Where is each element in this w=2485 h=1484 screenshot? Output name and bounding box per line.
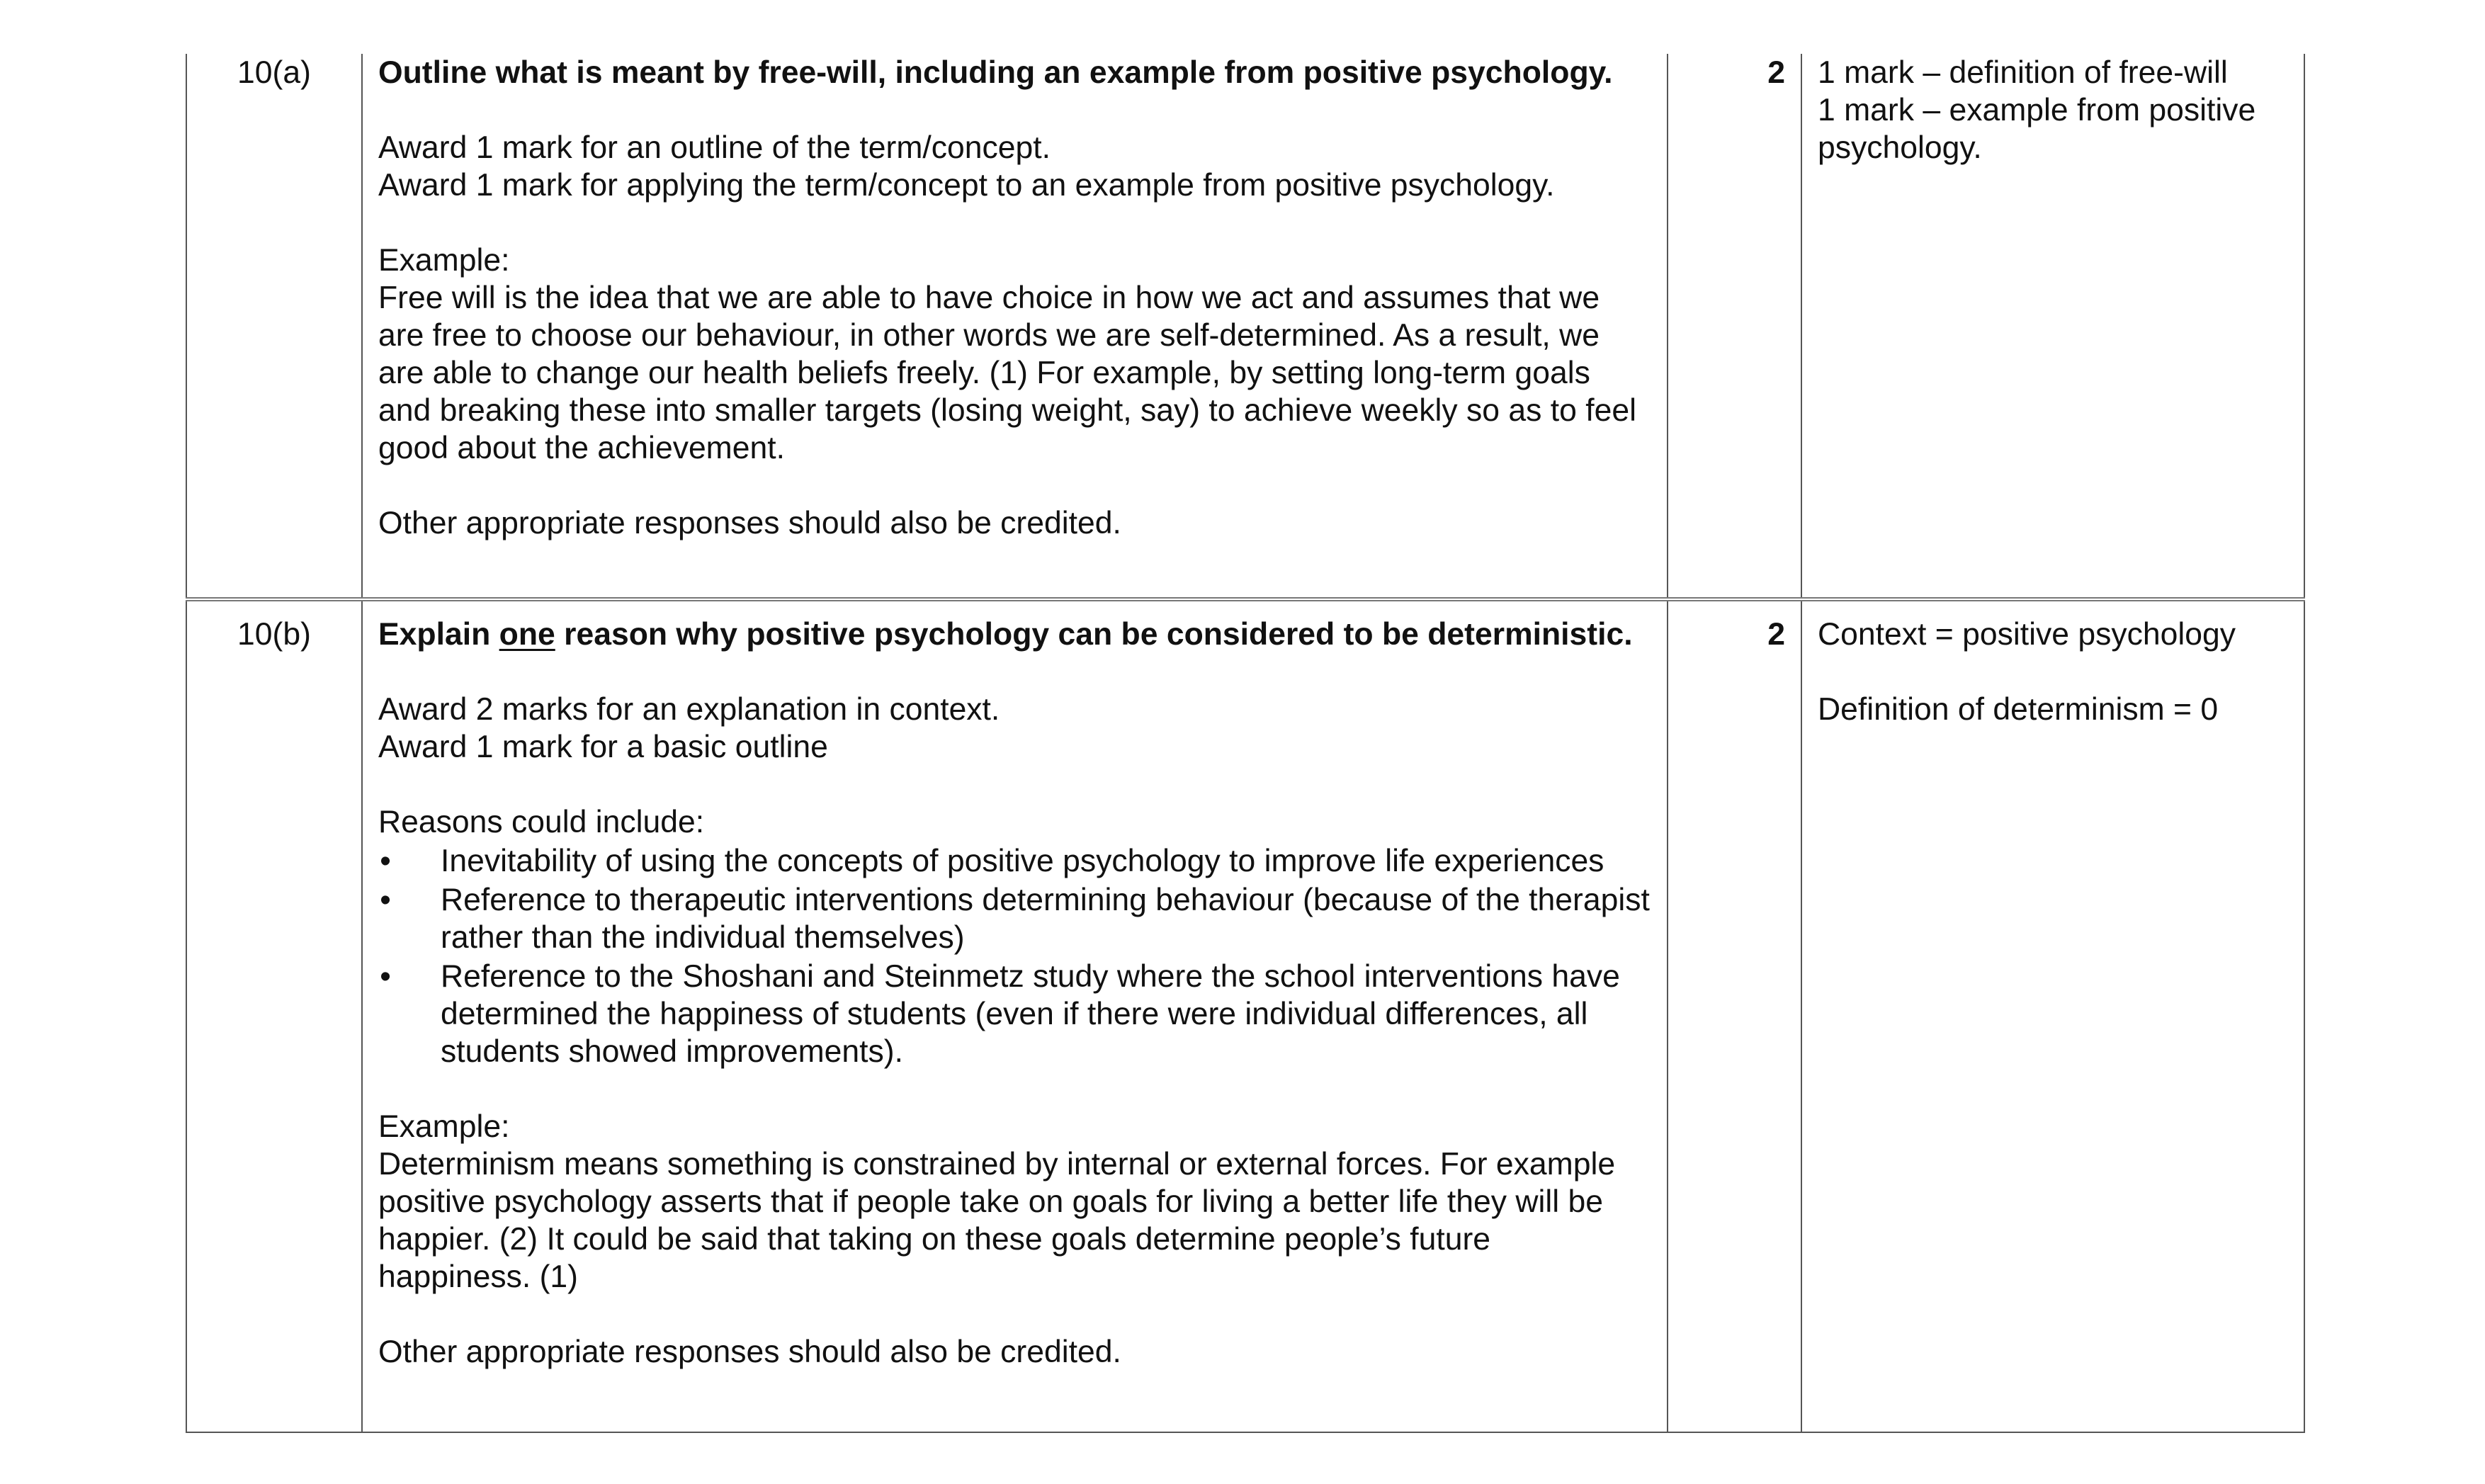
answer-cell: [362, 599, 1668, 1432]
question-text: Outline what is meant by free-will, including an example from positive psychology.: [378, 55, 1613, 90]
award-line: Award 2 marks for an explanation in context.: [378, 692, 1000, 727]
question-number: 10(a): [186, 54, 362, 599]
closing-note: Other appropriate responses should also be credited.: [378, 506, 1121, 540]
marks-value: 2: [1668, 54, 1801, 599]
list-item: [378, 958, 1651, 1070]
award-line: Award 1 mark for an outline of the term/concept.: [378, 130, 1051, 165]
reasons-heading: Reasons could include:: [378, 805, 705, 839]
closing-note: Other appropriate responses should also be credited.: [378, 1335, 1121, 1369]
table-row: [186, 54, 2304, 599]
bullet-icon: •: [380, 883, 391, 917]
question-emphasis: one: [499, 617, 555, 652]
reason-text: Reference to the Shoshani and Steinmetz study where the school interventions have determined the happiness of students (even if there were individual differences, all students showed improvements).: [441, 959, 1620, 1069]
table-row: [186, 599, 2304, 1432]
example-heading: Example:: [378, 1109, 510, 1144]
guidance-line: 1 mark – example from positive psychology.: [1818, 93, 2256, 165]
question-number: 10(b): [186, 599, 362, 1432]
guidance-line: Context = positive psychology: [1818, 617, 2236, 652]
award-line: Award 1 mark for a basic outline: [378, 730, 828, 764]
bullet-icon: •: [380, 844, 391, 878]
guidance-line: 1 mark – definition of free-will: [1818, 55, 2228, 90]
question-text-end: reason why positive psychology can be considered to be deterministic.: [555, 617, 1633, 652]
reasons-list: [378, 842, 1651, 1070]
guidance-cell: [1801, 599, 2304, 1432]
award-line: Award 1 mark for applying the term/concept to an example from positive psychology.: [378, 168, 1555, 203]
reason-text: Reference to therapeutic interventions determining behaviour (because of the therapist rather than the individual themselves): [441, 883, 1650, 955]
mark-scheme-table: [186, 54, 2305, 1433]
list-item: [378, 842, 1651, 880]
list-item: [378, 881, 1651, 956]
example-text: Determinism means something is constrained by internal or external forces. For example positive psychology asserts that if people take on goals for living a better life they will be happier. (2) It could be said that taking on these goals determine people’s future happiness. (1): [378, 1147, 1616, 1294]
answer-cell: [362, 54, 1668, 599]
bullet-icon: •: [380, 959, 391, 994]
example-heading: Example:: [378, 243, 510, 278]
guidance-line: Definition of determinism = 0: [1818, 692, 2219, 727]
guidance-cell: [1801, 54, 2304, 599]
question-text: [378, 616, 1651, 653]
question-text-start: Explain: [378, 617, 499, 652]
example-text: Free will is the idea that we are able to have choice in how we act and assumes that we are free to choose our behaviour, in other words we are self-determined. As a result, we are able to change our health beliefs freely. (1) For example, by setting long-term goals and breaking these into smaller targets (losing weight, say) to achieve weekly so as to feel good about the achievement.: [378, 281, 1636, 465]
marks-value: 2: [1668, 599, 1801, 1432]
reason-text: Inevitability of using the concepts of positive psychology to improve life experiences: [441, 844, 1604, 878]
